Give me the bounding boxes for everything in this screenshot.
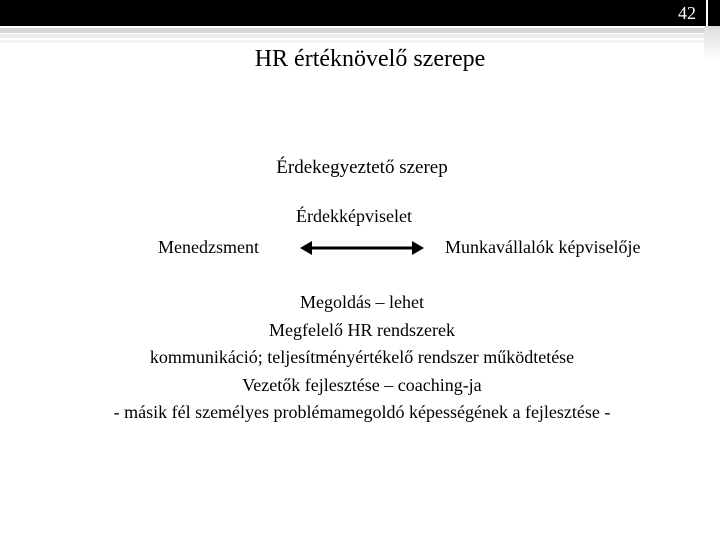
slide-number: 42	[678, 3, 696, 23]
double-headed-arrow-icon	[300, 241, 424, 255]
top-bar	[0, 0, 720, 26]
right-party-label: Munkavállalók képviselője	[445, 237, 641, 257]
section-subheading: Érdekegyeztető szerep	[276, 157, 448, 178]
page-title: HR értéknövelő szerepe	[254, 46, 486, 72]
body-line: Megfelelő HR rendszerek	[269, 319, 455, 340]
body-line: - másik fél személyes problémamegoldó képességének a fejlesztése -	[113, 402, 611, 422]
body-line: kommunikáció; teljesítményértékelő rendszer működtetése	[149, 347, 575, 367]
arrow-caption: Érdekképviselet	[296, 206, 412, 226]
body-line: Megoldás – lehet	[300, 292, 424, 312]
left-party-label: Menedzsment	[158, 237, 259, 257]
header-stripe	[0, 34, 710, 38]
body-text	[0, 289, 720, 427]
top-bar-divider	[706, 0, 708, 26]
header-stripe	[0, 40, 710, 43]
header-stripe	[0, 28, 710, 33]
body-line: Vezetők fejlesztése – coaching-ja	[242, 374, 482, 395]
